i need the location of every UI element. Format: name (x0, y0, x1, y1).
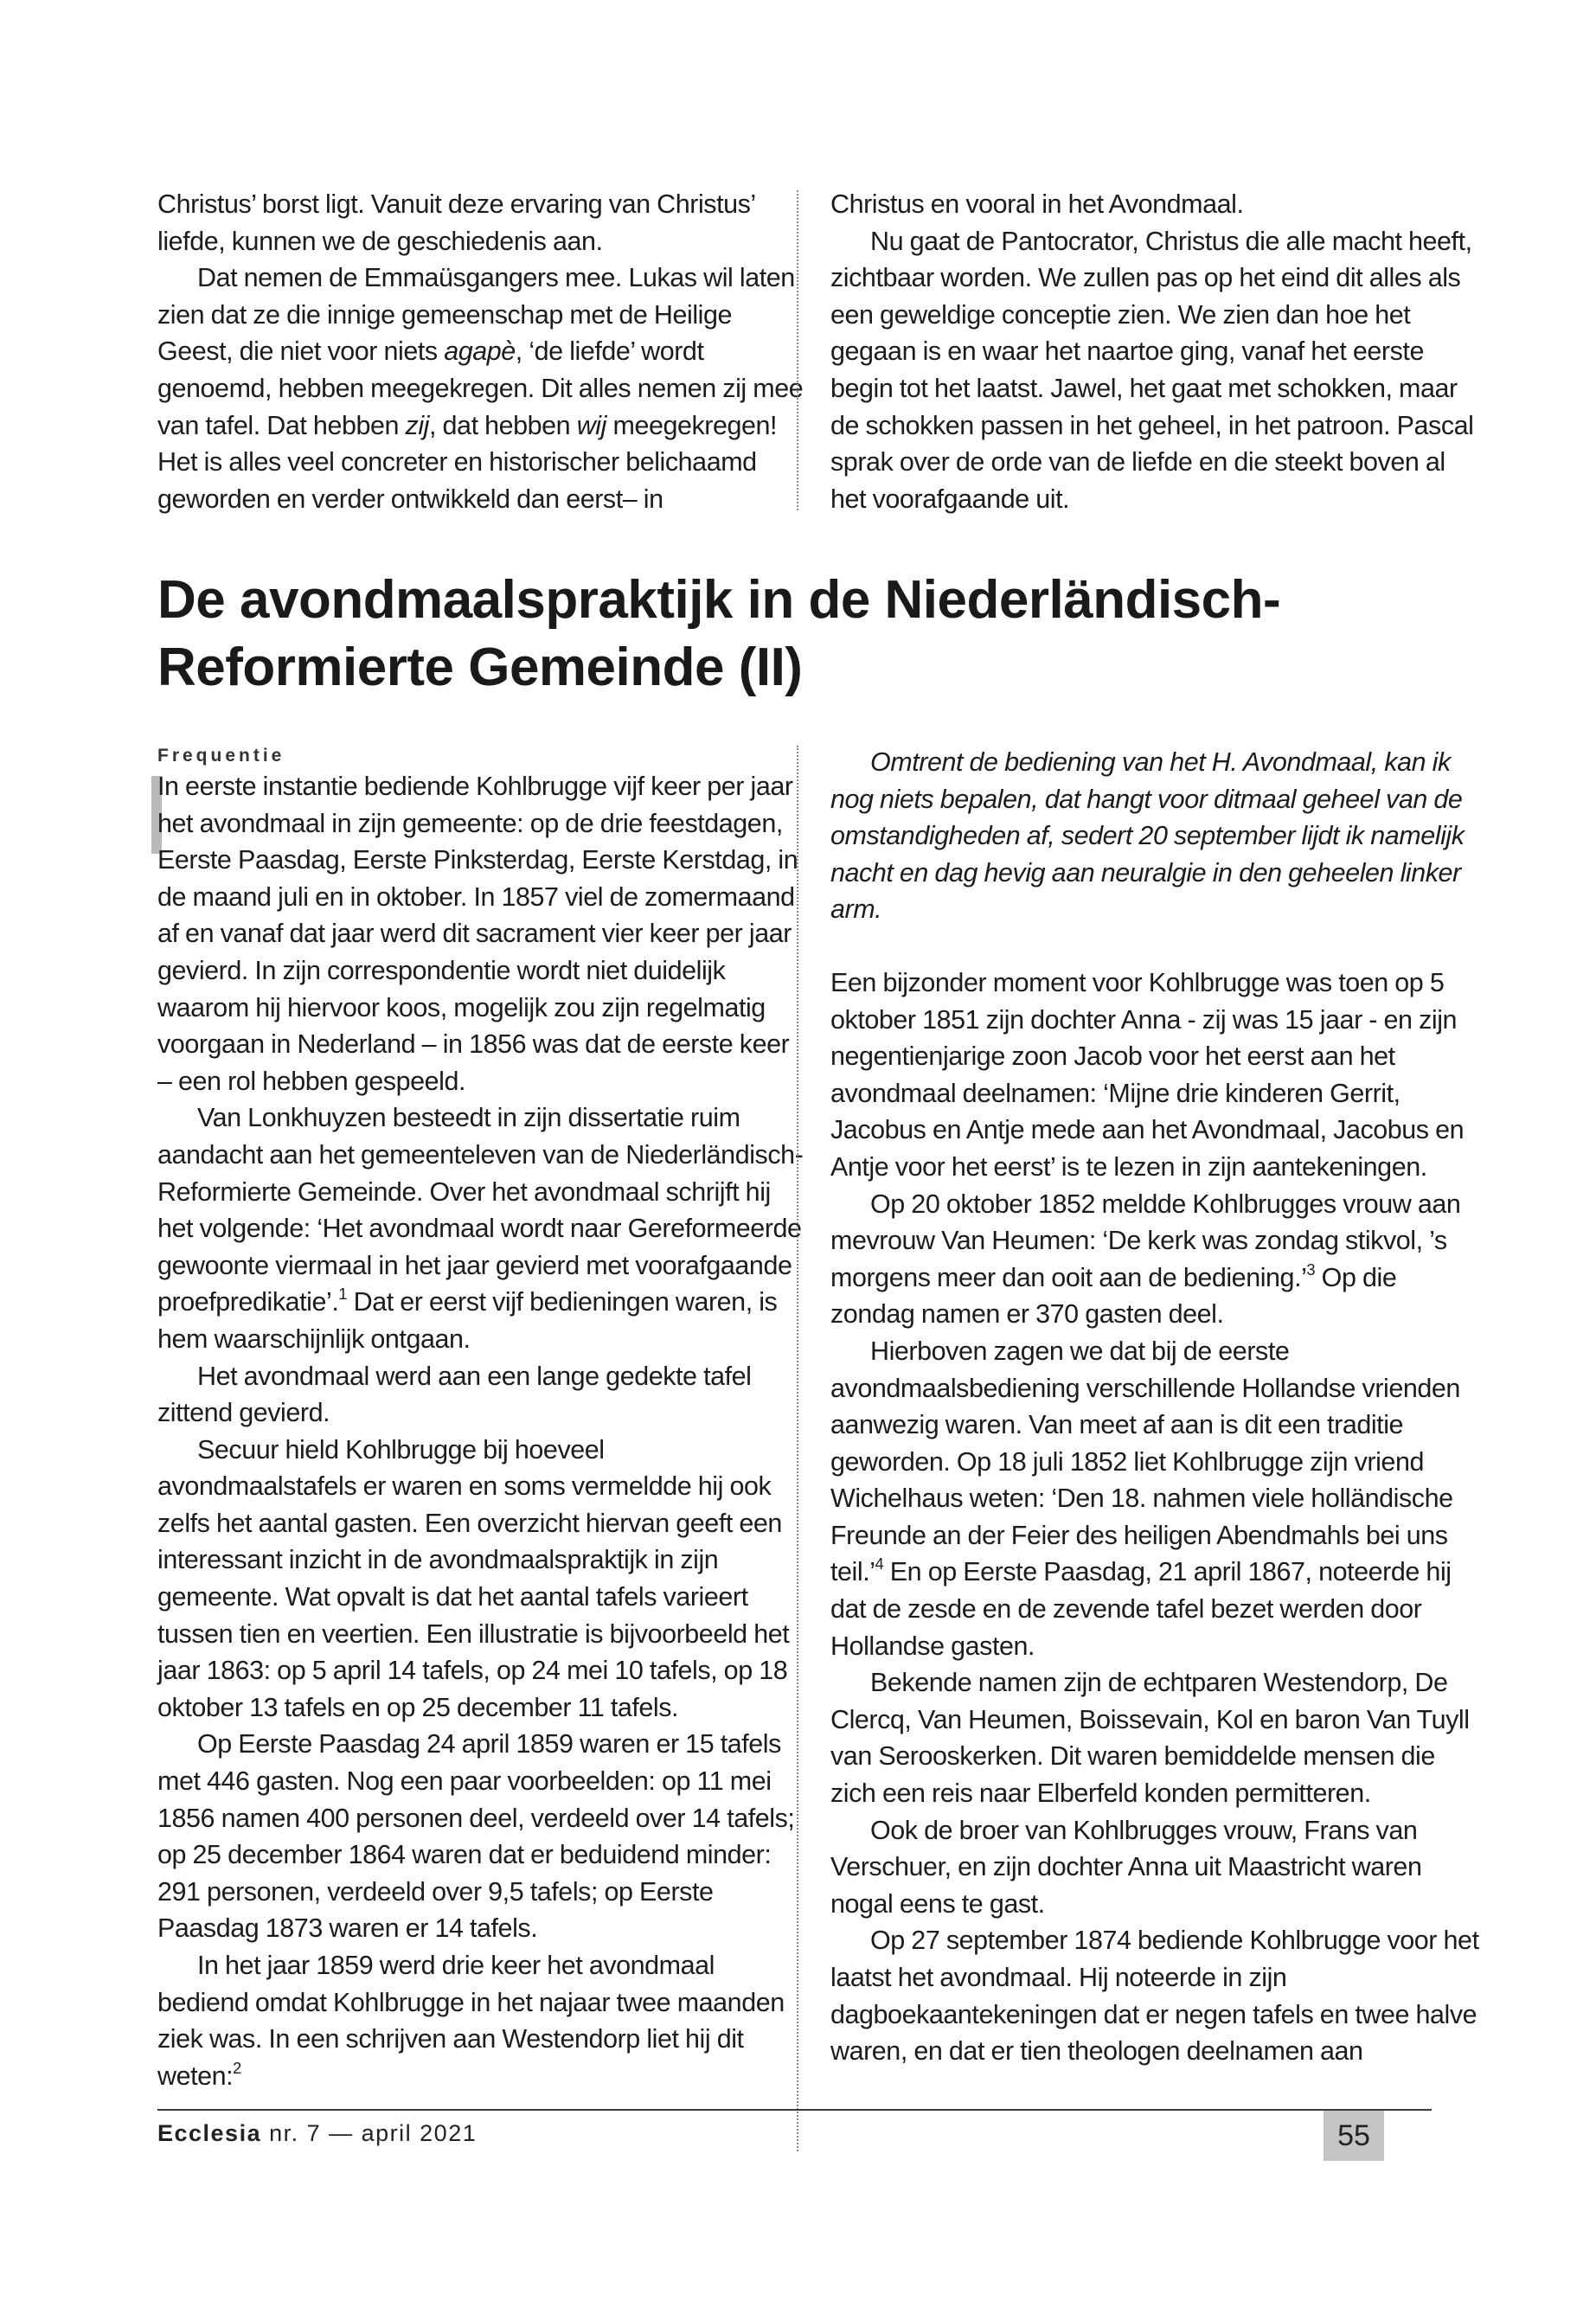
paragraph: Op 20 oktober 1852 meldde Kohlbrugges vrouw aan mevrouw Van Heumen: ‘De kerk was zondag stikvol, ’s morgens meer dan ooit aan de bediening.’$^3$ Op die zondag namen er 370 gasten deel. (830, 1189, 1461, 1330)
paragraph: Christus’ borst ligt. Vanuit deze ervaring van Christus’ liefde, kunnen we de geschiedenis aan. (157, 189, 755, 256)
paragraph: Bekende namen zijn de echtparen Westendorp, De Clercq, Van Heumen, Boissevain, Kol en baron Van Tuyll van Serooskerken. Dit waren bemiddelde mensen die zich een reis naar Elberfeld konden permitteren. (830, 1668, 1470, 1809)
paragraph: Een bijzonder moment voor Kohlbrugge was toen op 5 oktober 1851 zijn dochter Anna - zij was 15 jaar - en zijn negentienjarige zoon Jacob voor het eerst aan het avondmaal deelnamen: ‘Mijne drie kinderen Gerrit, Jacobus en Antje mede aan het Avondmaal, Jacobus en Antje voor het eerst’ is te lezen in zijn aantekeningen. (830, 967, 1465, 1182)
paragraph: Secuur hield Kohlbrugge bij hoeveel avondmaalstafels er waren en soms vermeldde hij ook zelfs het aantal gasten. Een overzicht hiervan geeft een interessant inzicht in de avondmaalspraktijk in zijn gemeente. Wat opvalt is dat het aantal tafels varieert tussen tien en veertien. Een illustratie is bijvoorbeeld het jaar 1863: op 5 april 14 tafels, op 24 mei 10 tafels, op 18 oktober 13 tafels en op 25 december 11 tafels. (157, 1434, 790, 1722)
article-title: De avondmaalspraktijk in de Niederländisch- Reformierte Gemeinde (II) (157, 570, 1281, 697)
paragraph: In het jaar 1859 werd drie keer het avondmaal bediend omdat Kohlbrugge in het najaar twee maanden ziek was. In een schrijven aan Westendorp liet hij dit weten:$^2$ (157, 1951, 785, 2091)
footnote-ref: 3 (1306, 1259, 1316, 1279)
column-divider (797, 190, 798, 510)
magazine-name: Ecclesia (157, 2120, 262, 2146)
column-divider (797, 746, 798, 2151)
footnote-ref: 1 (338, 1285, 348, 1304)
paragraph: Nu gaat de Pantocrator, Christus die alle macht heeft, zichtbaar worden. We zullen pas op het eind dit alles als een geweldige conceptie zien. We zien dan hoe het gegaan is en waar het naartoe ging, vanaf het eerste begin tot het laatst. Jawel, het gaat met schokken, maar de schokken passen in het geheel, in het patroon. Pascal sprak over de orde van de liefde en die steekt boven al het voorafgaande uit. (830, 226, 1474, 514)
paragraph: Het avondmaal werd aan een lange gedekte tafel zittend gevierd. (157, 1361, 752, 1428)
paragraph: Christus en vooral in het Avondmaal. (830, 189, 1244, 219)
previous-article-right-column (830, 186, 1479, 517)
article-left-column (157, 744, 806, 2094)
issue-info: nr. 7 — april 2021 (261, 2120, 478, 2146)
previous-article-left-column (157, 186, 806, 517)
paragraph: Van Lonkhuyzen besteedt in zijn dissertatie ruim aandacht aan het gemeenteleven van de Niederländisch-Reformierte Gemeinde. Over het avondmaal schrijft hij het volgende: ‘Het avondmaal wordt naar Gereformeerde gewoonte viermaal in het jaar gevierd met voorafgaande proefpredikatie’.$^1$ Dat er eerst vijf bedieningen waren, is hem waarschijnlijk ontgaan. (157, 1103, 804, 1354)
article-right-column (830, 744, 1479, 2070)
paragraph: Op 27 september 1874 bediende Kohlbrugge voor het laatst het avondmaal. Hij noteerde in zijn dagboekaantekeningen dat er negen tafels en twee halve waren, en dat er tien theologen deelnamen aan (830, 1926, 1479, 2067)
paragraph: Hierboven zagen we dat bij de eerste avondmaalsbediening verschillende Hollandse vrienden aanwezig waren. Van meet af aan is dit een traditie geworden. Op 18 juli 1852 liet Kohlbrugge zijn vriend Wichelhaus weten: ‘Den 18. nahmen viele holländische Freunde an der Feier des heiligen Abendmahls bei uns teil.’$^4$ En op Eerste Paasdag, 21 april 1867, noteerde hij dat de zesde en de zevende tafel bezet werden door Hollandse gasten. (830, 1336, 1460, 1661)
footer-publication (157, 2118, 477, 2149)
paragraph: Op Eerste Paasdag 24 april 1859 waren er 15 tafels met 446 gasten. Nog een paar voorbeelden: op 11 mei 1856 namen 400 personen deel, verdeeld over 14 tafels; op 25 december 1864 waren dat er beduidend minder: 291 personen, verdeeld over 9,5 tafels; op Eerste Paasdag 1873 waren er 14 tafels. (157, 1729, 795, 1944)
footnote-ref: 2 (233, 2058, 241, 2077)
paragraph: Dat nemen de Emmaüsgangers mee. Lukas wil laten zien dat ze die innige gemeenschap met de Heilige Geest, die niet voor niets agapè, ‘de liefde’ wordt genoemd, hebben meegekregen. Dit alles nemen zij mee van tafel. Dat hebben zij, dat hebben wij meegekregen! Het is alles veel concreter en historischer belichaamd geworden en verder ontwikkeld dan eerst– in (157, 263, 804, 514)
paragraph: Ook de broer van Kohlbrugges vrouw, Frans van Verschuer, en zijn dochter Anna uit Maastricht waren nogal eens te gast. (830, 1815, 1422, 1919)
page-number: 55 (1324, 2111, 1384, 2161)
block-quote: Omtrent de bediening van het H. Avondmaal, kan ik nog niets bepalen, dat hangt voor ditmaal geheel van de omstandigheden af, sedert 20 september lijdt ik namelijk nacht en dag hevig aan neuralgie in den geheelen linker arm. (830, 747, 1465, 925)
section-heading: Frequentie (157, 746, 285, 766)
footnote-ref: 4 (875, 1554, 884, 1574)
footer-rule (157, 2109, 1432, 2111)
paragraph: In eerste instantie bediende Kohlbrugge vijf keer per jaar het avondmaal in zijn gemeente: op de drie feestdagen, Eerste Paasdag, Eerste Pinksterdag, Eerste Kerstdag, in de maand juli en in oktober. In 1857 viel de zomermaand af en vanaf dat jaar werd dit sacrament vier keer per jaar gevierd. In zijn correspondentie wordt niet duidelijk waarom hij hiervoor koos, mogelijk zou zijn regelmatig voorgaan in Nederland – in 1856 was dat de eerste keer – een rol hebben gespeeld. (157, 772, 798, 1096)
